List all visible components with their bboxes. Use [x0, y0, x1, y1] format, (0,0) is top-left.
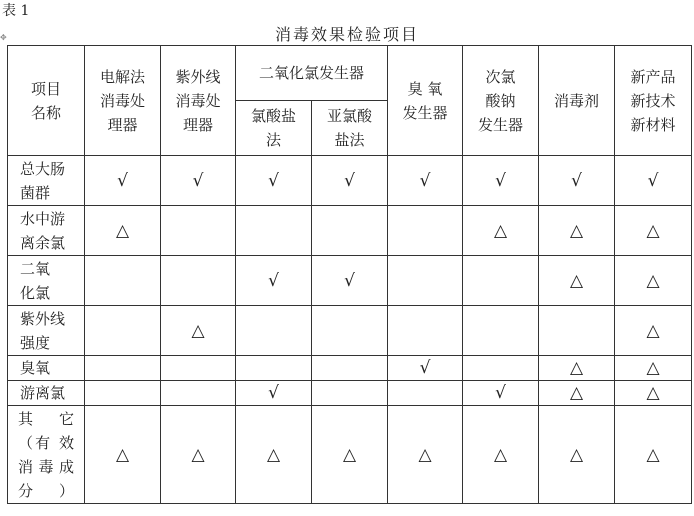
check-cell: [388, 306, 463, 356]
check-cell: √: [312, 256, 388, 306]
table-number-label: 表 1: [2, 3, 30, 19]
check-cell: △: [615, 406, 692, 504]
check-cell: [463, 356, 539, 381]
table-row: [8, 356, 692, 381]
check-cell: [85, 381, 161, 406]
check-cell: √: [85, 156, 161, 206]
check-cell: [388, 206, 463, 256]
check-cell: √: [161, 156, 236, 206]
check-cell: √: [388, 356, 463, 381]
check-cell: [312, 306, 388, 356]
check-cell: △: [312, 406, 388, 504]
check-cell: [236, 356, 312, 381]
check-cell: △: [463, 406, 539, 504]
check-cell: △: [161, 306, 236, 356]
check-cell: △: [236, 406, 312, 504]
table-caption: 消毒效果检验项目: [274, 25, 419, 44]
check-cell: [161, 356, 236, 381]
check-cell: △: [539, 406, 615, 504]
header-item-name: 项目 名称: [8, 46, 85, 156]
row-label: 二氧 化氯: [8, 256, 85, 306]
check-cell: [85, 256, 161, 306]
check-cell: △: [615, 356, 692, 381]
row-label: 其 它 （有 效 消 毒 成 分）: [8, 406, 85, 504]
check-cell: △: [539, 256, 615, 306]
check-cell: [85, 356, 161, 381]
check-cell: △: [539, 381, 615, 406]
table-row: [8, 381, 692, 406]
anchor-icon: ✥: [0, 33, 7, 42]
table-row: [8, 156, 692, 206]
check-cell: [236, 306, 312, 356]
header-disinfectant: 消毒剂: [539, 46, 615, 156]
check-cell: △: [615, 256, 692, 306]
table-row: [8, 306, 692, 356]
check-cell: [161, 206, 236, 256]
check-cell: √: [388, 156, 463, 206]
header-new-products: 新产品 新技术 新材料: [615, 46, 692, 156]
row-label: 总大肠 菌群: [8, 156, 85, 206]
check-cell: [388, 381, 463, 406]
header-ozone: 臭 氧 发生器: [388, 46, 463, 156]
check-cell: △: [388, 406, 463, 504]
row-label: 水中游 离余氯: [8, 206, 85, 256]
row-label: 紫外线 强度: [8, 306, 85, 356]
check-cell: △: [615, 381, 692, 406]
header-hypochlorite: 次氯 酸钠 发生器: [463, 46, 539, 156]
check-cell: △: [85, 206, 161, 256]
check-cell: [312, 206, 388, 256]
header-electrolysis: 电解法 消毒处 理器: [85, 46, 161, 156]
check-cell: △: [161, 406, 236, 504]
check-cell: [85, 306, 161, 356]
check-cell: [463, 306, 539, 356]
check-cell: √: [615, 156, 692, 206]
check-cell: △: [85, 406, 161, 504]
check-cell: √: [236, 156, 312, 206]
check-cell: [388, 256, 463, 306]
check-cell: △: [615, 306, 692, 356]
check-cell: [312, 356, 388, 381]
table-row: [8, 256, 692, 306]
row-label: 游离氯: [8, 381, 85, 406]
check-cell: [312, 381, 388, 406]
row-label: 臭氧: [8, 356, 85, 381]
check-cell: [539, 306, 615, 356]
check-cell: △: [463, 206, 539, 256]
check-cell: √: [539, 156, 615, 206]
check-cell: △: [615, 206, 692, 256]
check-cell: √: [236, 381, 312, 406]
header-chlorine-dioxide-generator: 二氧化氯发生器: [236, 46, 388, 101]
table-row: [8, 206, 692, 256]
header-chlorite: 亚氯酸 盐法: [312, 101, 388, 156]
check-cell: [161, 381, 236, 406]
header-chlorate: 氯酸盐 法: [236, 101, 312, 156]
header-uv: 紫外线 消毒处 理器: [161, 46, 236, 156]
check-cell: △: [539, 356, 615, 381]
disinfection-test-items-table: [7, 45, 692, 504]
check-cell: [463, 256, 539, 306]
table-row: [8, 406, 692, 504]
check-cell: [161, 256, 236, 306]
check-cell: √: [236, 256, 312, 306]
check-cell: √: [463, 156, 539, 206]
check-cell: △: [539, 206, 615, 256]
check-cell: [236, 206, 312, 256]
check-cell: √: [312, 156, 388, 206]
check-cell: √: [463, 381, 539, 406]
